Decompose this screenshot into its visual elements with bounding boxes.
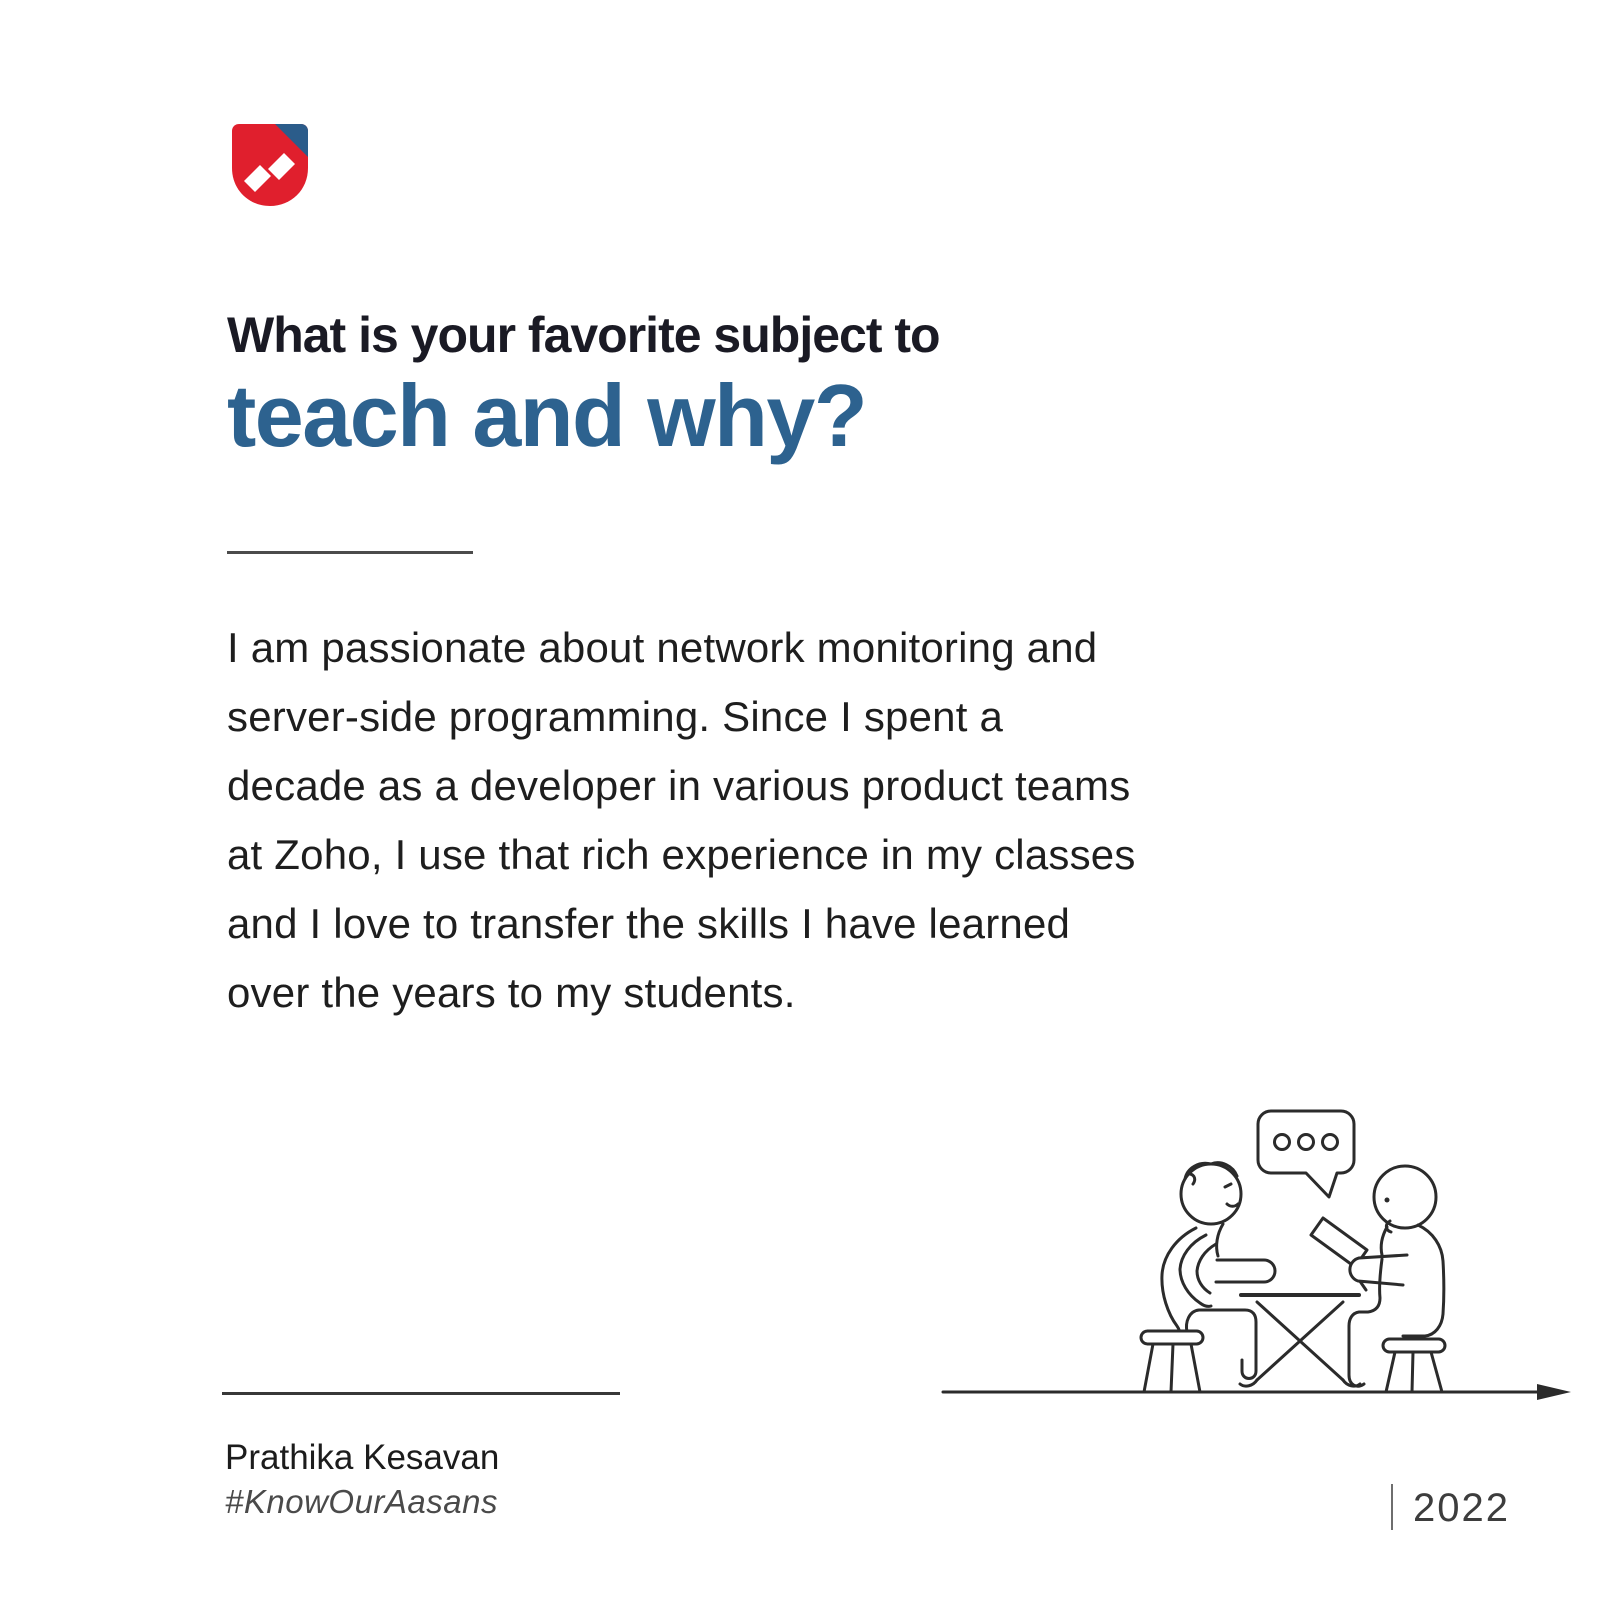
question-line-2: teach and why?: [227, 366, 867, 465]
heading-divider: [227, 551, 473, 554]
answer-line: I am passionate about network monitoring and: [227, 624, 1098, 671]
answer-line: decade as a developer in various product teams: [227, 762, 1131, 809]
answer-line: and I love to transfer the skills I have learned: [227, 900, 1071, 947]
footer-divider: [222, 1392, 620, 1395]
answer-line: at Zoho, I use that rich experience in my classes: [227, 831, 1136, 878]
answer-text: [227, 613, 1136, 1027]
hashtag-text: #KnowOurAasans: [225, 1483, 498, 1520]
person-name: Prathika Kesavan: [225, 1438, 500, 1477]
year-text: 2022: [1413, 1486, 1510, 1530]
year-badge: [1391, 1484, 1510, 1530]
answer-line: over the years to my students.: [227, 969, 796, 1016]
answer-line: server-side programming. Since I spent a: [227, 693, 1003, 740]
conversation-illustration-icon: [935, 1078, 1595, 1400]
question-heading: [227, 307, 940, 465]
zoho-schools-logo-icon: [232, 124, 308, 206]
question-line-1: What is your favorite subject to: [227, 307, 940, 363]
year-divider-bar: [1391, 1484, 1393, 1530]
